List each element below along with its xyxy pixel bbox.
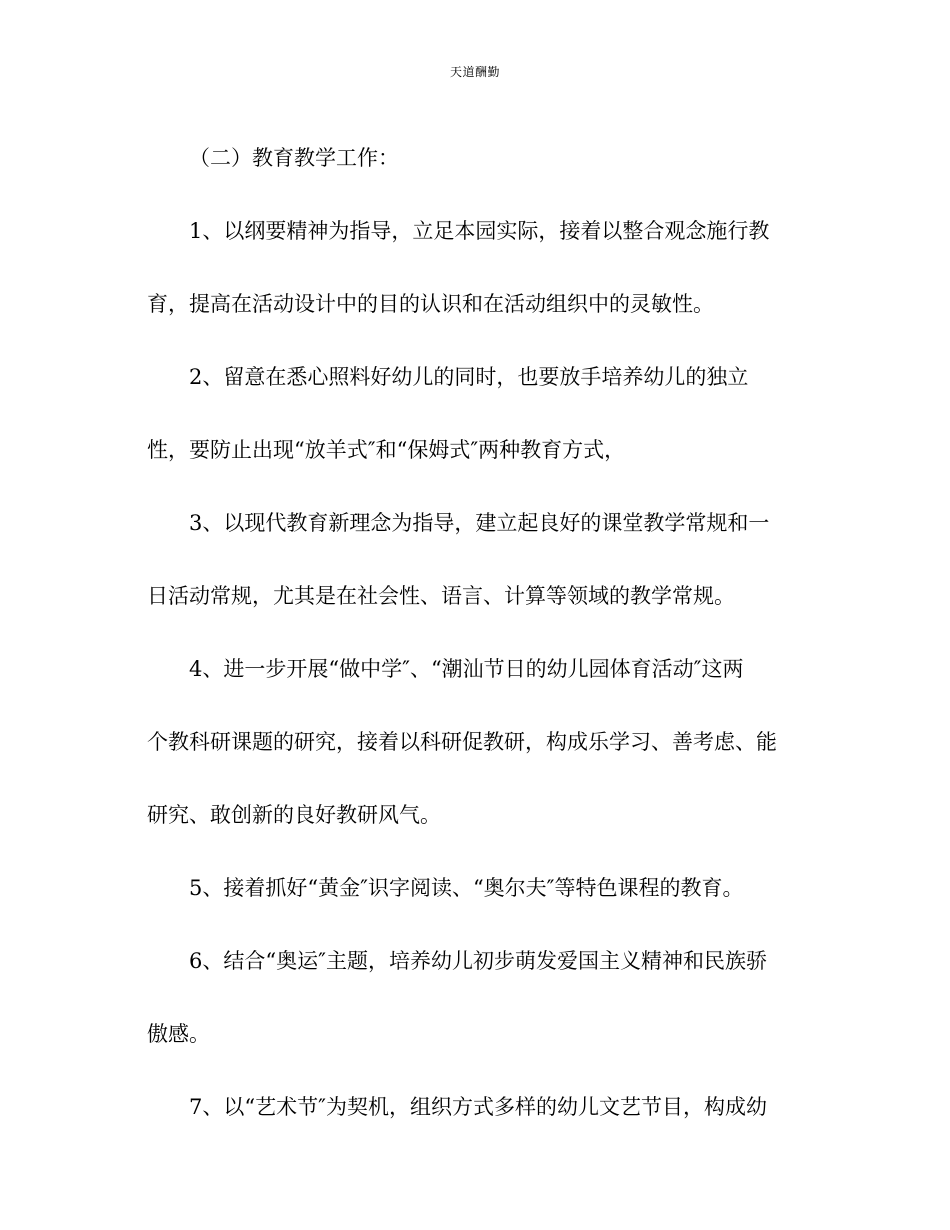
paragraph-line: 3、以现代教育新理念为指导，建立起良好的课堂教学常规和一	[189, 511, 770, 535]
document-body	[147, 122, 803, 1144]
paragraph-line: 7、以“艺术节″为契机，组织方式多样的幼儿文艺节目，构成幼	[189, 1095, 767, 1119]
section-heading: （二）教育教学工作：	[189, 146, 399, 170]
paragraph-line: 6、结合“奥运″主题，培养幼儿初步萌发爱国主义精神和民族骄	[189, 949, 767, 973]
paragraph-line: 5、接着抓好“黄金″识字阅读、“奥尔夫″等特色课程的教育。	[189, 876, 744, 900]
paragraph-line: 日活动常规，尤其是在社会性、语言、计算等领域的教学常规。	[147, 584, 735, 608]
page-header: 天道酬勤	[449, 65, 500, 79]
paragraph-line: 2、留意在悉心照料好幼儿的同时，也要放手培养幼儿的独立	[189, 365, 749, 389]
paragraph-line: 个教科研课题的研究，接着以科研促教研，构成乐学习、善考虑、能	[147, 730, 777, 754]
paragraph-line: 性，要防止出现“放羊式″和“保姆式″两种教育方式，	[147, 438, 626, 462]
paragraph-line: 1、以纲要精神为指导，立足本园实际，接着以整合观念施行教	[189, 219, 770, 243]
paragraph-line: 傲感。	[147, 1022, 210, 1046]
paragraph-line: 4、进一步开展“做中学″、“潮汕节日的幼儿园体育活动″这两	[189, 657, 744, 681]
paragraph-line: 育，提高在活动设计中的目的认识和在活动组织中的灵敏性。	[147, 292, 714, 316]
paragraph-line: 研究、敢创新的良好教研风气。	[147, 803, 441, 827]
